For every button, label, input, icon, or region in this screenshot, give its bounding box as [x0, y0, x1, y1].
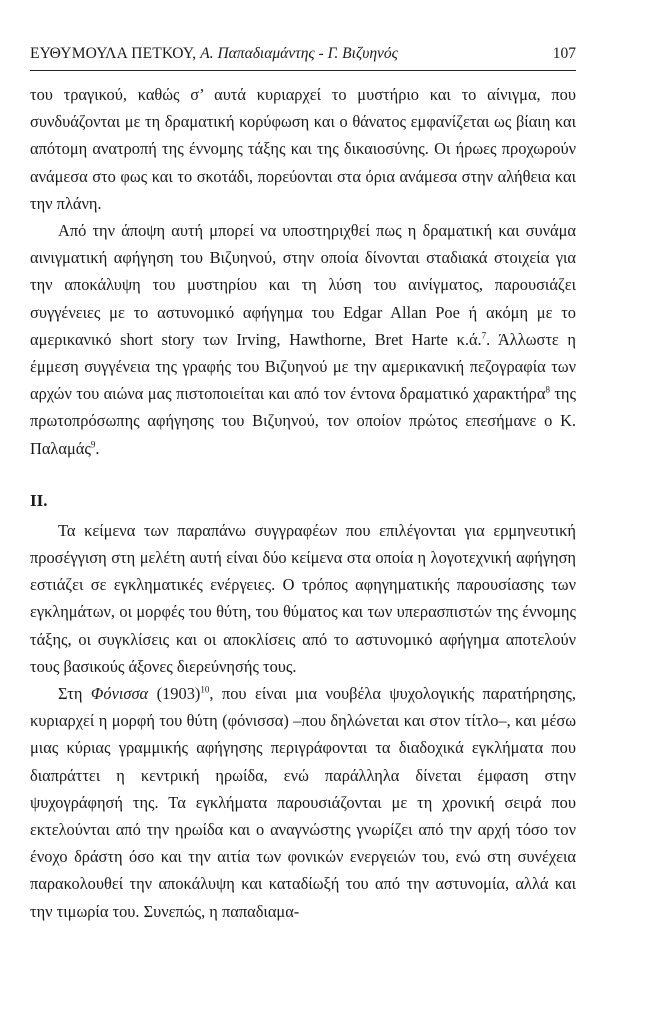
paragraph-4-text-b: (1903)	[148, 684, 201, 704]
footnote-ref-9: 9	[90, 439, 96, 450]
header-subject-papadiamantis: Α. Παπαδιαμάντης	[200, 45, 315, 62]
book-page	[30, 44, 576, 925]
paragraph-4-text-a: Στη	[58, 684, 91, 704]
paragraph-4	[30, 680, 576, 925]
footnote-ref-8: 8	[545, 384, 550, 395]
header-subject-vizyinos: Γ. Βιζυηνός	[327, 45, 398, 62]
paragraph-2-text-b: . Άλλωστε η έμμεση συγγένεια της γραφής του Βιζυηνού με την αμερικανική πεζογραφία των αρχών του αιώνα μας πιστοποιείται και από τον έντονα δραματικό χαρακτήρα	[30, 329, 576, 404]
paragraph-2-text-d: .	[95, 438, 100, 458]
paragraph-1: του τραγικού, καθώς σ’ αυτά κυριαρχεί το μυστήριο και το αίνιγμα, που συνδυάζονται με τη δραματική κορύφωση και ο θάνατος εμφανίζεται ως βίαιη και απότομη ανατροπή της έννομης τάξης και της δικαιοσύνης. Οι ήρωες προχωρούν ανάμεσα στο φως και το σκοτάδι, πορεύονται στα όρια ανάμεσα στην αλήθεια και την πλάνη.	[30, 85, 576, 213]
footnote-ref-10: 10	[200, 684, 210, 695]
section-heading: ΙΙ.	[30, 490, 48, 510]
paragraph-2-text-a: Από την άποψη αυτή μπορεί να υποστηριχθεί πως η δραματική και συνάμα αινιγματική αφήγηση του Βιζυηνού, στην οποία δίνονται σταδιακά στοιχεία για την αποκάλυψη του μυστηρίου και τη λύση του αινίγματος, παρουσιάζει συγγένειες με το αστυνομικό αφήγημα του Edgar Allan Poe ή ακόμη με το αμερικανικό short story των Irving, Hawthorne, Bret Harte κ.ά.	[30, 221, 576, 349]
footnote-ref-7: 7	[481, 330, 487, 341]
header-dash: -	[318, 45, 324, 62]
paragraph-2-text-c: της πρωτοπρόσωπης αφήγησης του Βιζυηνού, τον οποίον πρώτος επεσήμανε ο Κ. Παλαμάς	[30, 384, 576, 458]
body-text	[30, 81, 576, 925]
running-header	[30, 44, 576, 71]
header-author: ΕΥΘΥΜΟΥΛΑ ΠΕΤΚΟΥ,	[30, 45, 197, 62]
paragraph-3: Τα κείμενα των παραπάνω συγγραφέων που επιλέγονται για ερμηνευτική προσέγγιση στη μελέτη αυτή είναι δύο κείμενα στα οποία η λογοτεχνική αφήγηση εστιάζει σε εγκληματικές ενέργειες. Ο τρόπος αφηγηματικής παρουσίασης των εγκλημάτων, οι μορφές του θύτη, του θύματος και των υπερασπιστών της έννομης τάξης, οι συγκλίσεις και οι αποκλίσεις από το αστυνομικό αφήγημα αποτελούν τους βασικούς άξονες διερεύνησής τους.	[30, 520, 576, 676]
paragraph-2	[30, 217, 576, 462]
paragraph-4-text-c: , που είναι μια νουβέλα ψυχολογικής παρατήρησης, κυριαρχεί η μορφή του θύτη (φόνισσα) –που δηλώνεται και στον τίτλο–, και μέσω μιας κύριας γραμμικής αφήγησης περιγράφονται τα διαδοχικά εγκλήματα που διαπράττει η κεντρική ηρωίδα, ενώ παράλληλα δίνεται έμφαση στην ψυχογράφησή της. Τα εγκλήματα παρουσιάζονται με τη χρονική σειρά που εκτελούνται από την ηρωίδα και ο αναγνώστης γνωρίζει από την αρχή τόσο τον ένοχο δράστη όσο και την αιτία των φονικών ενεργειών του, ενώ στη συνέχεια παρακολουθεί την αποκάλυψη και καταδίωξή του από την αστυνομία, αλλά και την τιμωρία του. Συνεπώς, η παπαδιαμα-	[30, 684, 577, 921]
work-title-fonissa: Φόνισσα	[90, 684, 149, 704]
page-number: 107	[552, 45, 576, 62]
